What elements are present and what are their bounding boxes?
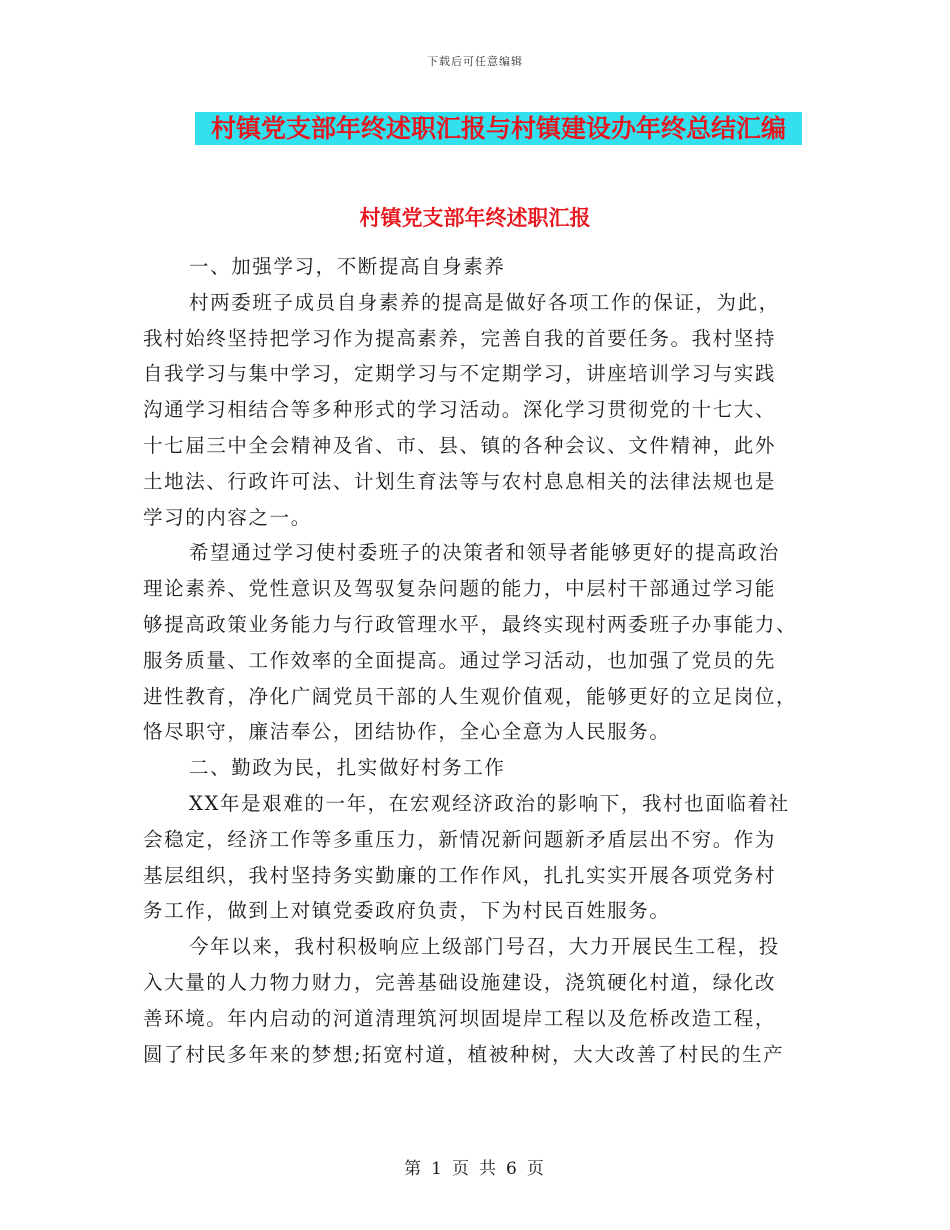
paragraph-line: 今年以来，我村积极响应上级部门号召，大力开展民生工程，投 xyxy=(189,935,780,959)
section-title: 村镇党支部年终述职汇报 xyxy=(359,205,591,230)
paragraph-line: 服务质量、工作效率的全面提高。通过学习活动，也加强了党员的先 xyxy=(143,648,777,672)
paragraph-line: 入大量的人力物力财力，完善基础设施建设，浇筑硬化村道，绿化改 xyxy=(143,970,777,994)
paragraph-line: 我村始终坚持把学习作为提高素养，完善自我的首要任务。我村坚持 xyxy=(143,326,777,350)
heading-2: 二、勤政为民，扎实做好村务工作 xyxy=(189,756,506,780)
paragraph-line: 恪尽职守，廉洁奉公，团结协作，全心全意为人民服务。 xyxy=(143,720,671,744)
paragraph-line: 土地法、行政许可法、计划生育法等与农村息息相关的法律法规也是 xyxy=(143,469,777,493)
footer-total-word: 共 xyxy=(479,1159,498,1179)
paragraph-line: 十七届三中全会精神及省、市、县、镇的各种会议、文件精神，此外 xyxy=(143,433,777,457)
page-footer xyxy=(0,1154,950,1179)
header-note: 下载后可任意编辑 xyxy=(427,55,523,68)
current-page-number: 1 xyxy=(431,1159,444,1179)
paragraph-line: 够提高政策业务能力与行政管理水平，最终实现村两委班子办事能力、 xyxy=(143,612,798,636)
footer-suffix: 页 xyxy=(526,1159,546,1179)
paragraph-line: 学习的内容之一。 xyxy=(143,505,312,529)
paragraph-line: 进性教育，净化广阔党员干部的人生观价值观，能够更好的立足岗位， xyxy=(143,684,798,708)
paragraph-line: 村两委班子成员自身素养的提高是做好各项工作的保证，为此， xyxy=(189,290,780,314)
heading-1: 一、加强学习，不断提高自身素养 xyxy=(189,255,506,278)
total-pages-number: 6 xyxy=(506,1159,519,1179)
footer-prefix: 第 xyxy=(404,1159,424,1179)
paragraph-line: 自我学习与集中学习，定期学习与不定期学习，讲座培训学习与实践 xyxy=(143,362,777,386)
paragraph-line: 基层组织，我村坚持务实勤廉的工作作风，扎扎实实开展各项党务村 xyxy=(143,863,777,887)
paragraph-line: 圆了村民多年来的梦想;拓宽村道，植被种树，大大改善了村民的生产 xyxy=(143,1042,785,1066)
footer-page-word: 页 xyxy=(452,1159,471,1179)
paragraph-line: 会稳定，经济工作等多重压力，新情况新问题新矛盾层出不穷。作为 xyxy=(143,827,777,851)
paragraph-line: 理论素养、党性意识及驾驭复杂问题的能力，中层村干部通过学习能 xyxy=(143,577,777,601)
paragraph-line: 务工作，做到上对镇党委政府负责，下为村民百姓服务。 xyxy=(143,899,671,923)
paragraph-line: 善环境。年内启动的河道清理筑河坝固堤岸工程以及危桥改造工程， xyxy=(143,1006,777,1030)
paragraph-line: XX年是艰难的一年，在宏观经济政治的影响下，我村也面临着社 xyxy=(189,791,790,815)
document-body xyxy=(143,249,808,1072)
document-title: 村镇党支部年终述职汇报与村镇建设办年终总结汇编 xyxy=(210,114,786,143)
paragraph-line: 希望通过学习使村委班子的决策者和领导者能够更好的提高政治 xyxy=(189,541,780,565)
paragraph-line: 沟通学习相结合等多种形式的学习活动。深化学习贯彻党的十七大、 xyxy=(143,398,777,422)
